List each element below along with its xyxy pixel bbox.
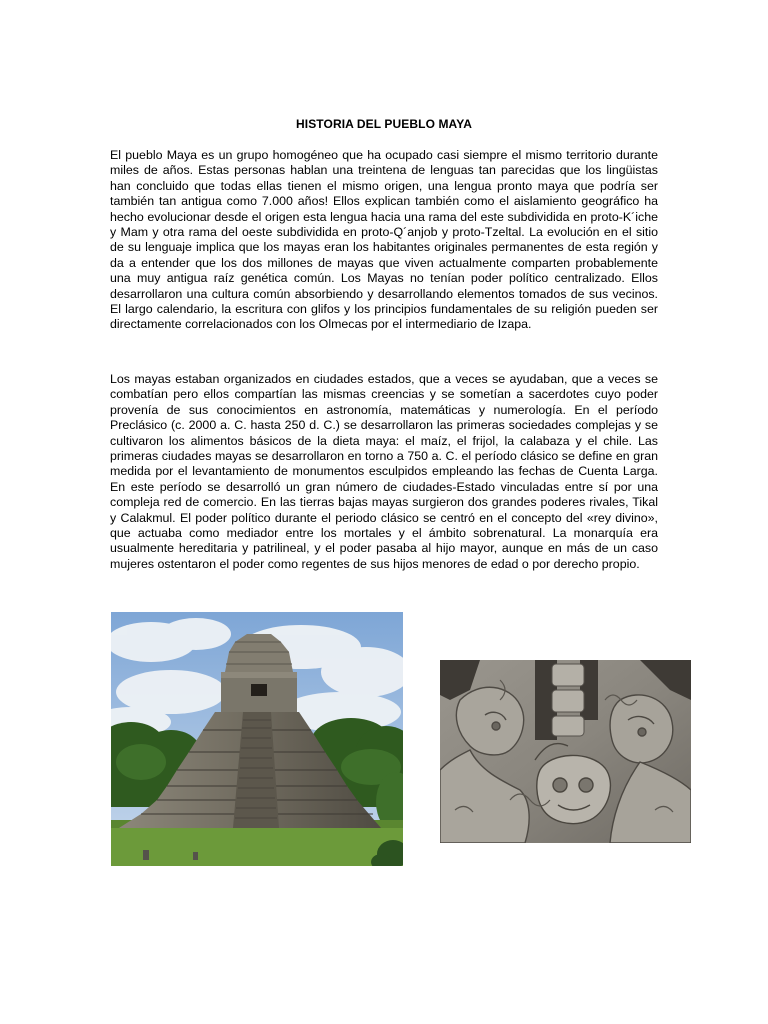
- page-title: HISTORIA DEL PUEBLO MAYA: [296, 117, 472, 131]
- paragraph-1: El pueblo Maya es un grupo homogéneo que ha ocupado casi siempre el mismo territorio durante miles de años. Estas personas hablan una treintena de lenguas tan parecidas que los lingüistas han concluido que todas ellas tienen el mismo origen, una lengua pronto maya que podría ser también tan antigua como 7.000 años! Ellos explican también como el aislamiento geográfico ha hecho evolucionar desde el origen esta lengua hacia una rama del este subdividida en proto-K´iche y Mam y otra rama del oeste subdividida en proto-Q´anjob y proto-Tzeltal. La evolución en el sitio de su lenguaje implica que los mayas eran los habitantes originales permanentes de esta región y da a entender que los dos millones de mayas que viven actualmente comparten probablemente una muy antigua raíz genética común. Los Mayas no tenían poder político centralizado. Ellos desarrollaron una cultura común absorbiendo y desarrollando elementos tomados de sus vecinos. El largo calendario, la escritura con glifos y los principios fundamentales de su religión pueden ser directamente correlacionados con los Olmecas por el intermediario de Izapa.: [110, 148, 658, 332]
- pyramid-photo: [111, 612, 403, 866]
- relief-photo: [440, 660, 691, 843]
- paragraph-2: Los mayas estaban organizados en ciudades estados, que a veces se ayudaban, que a veces se combatían pero ellos compartían las mismas creencias y se sometían a sacerdotes cuyo poder provenía de sus conocimientos en astronomía, matemáticas y numerología. En el período Preclásico (c. 2000 a. C. hasta 250 d. C.) se desarrollaron las primeras sociedades complejas y se cultivaron los alimentos básicos de la dieta maya: el maíz, el frijol, la calabaza y el chile. Las primeras ciudades mayas se desarrollaron en torno a 750 a. C. el período clásico se define en gran medida por el levantamiento de monumentos esculpidos empleando las fechas de Cuenta Larga. En este período se desarrolló un gran número de ciudades-Estado vinculadas entre sí por una compleja red de comercio. En las tierras bajas mayas surgieron dos grandes poderes rivales, Tikal y Calakmul. El poder político durante el periodo clásico se centró en el concepto del «rey divino», que actuaba como mediador entre los mortales y el ámbito sobrenatural. La monarquía era usualmente hereditaria y patrilineal, y el poder pasaba al hijo mayor, aunque en más de un caso mujeres ostentaron el poder como regentes de sus hijos menores de edad o por derecho propio.: [110, 372, 658, 571]
